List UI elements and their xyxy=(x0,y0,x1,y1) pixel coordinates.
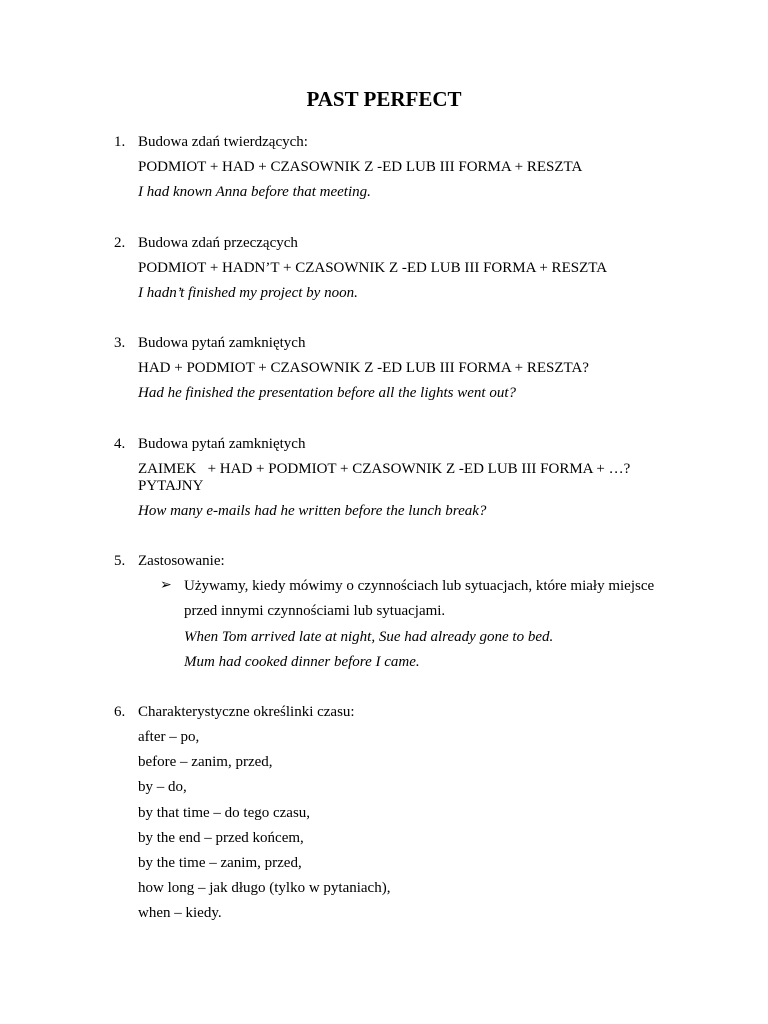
time-expression-item: before – zanim, przed, xyxy=(138,754,273,770)
time-expression-item: after – po, xyxy=(138,729,200,745)
section-heading: Budowa zdań przeczących xyxy=(138,235,298,251)
section-example: Mum had cooked dinner before I came. xyxy=(184,654,420,670)
bullet-text-continuation: przed innymi czynnościami lub sytuacjami. xyxy=(184,603,446,619)
section-formula-continuation: PYTAJNY xyxy=(138,478,204,494)
time-expression-item: by that time – do tego czasu, xyxy=(138,805,311,821)
section-number: 3. xyxy=(114,335,126,351)
section-formula: HAD + PODMIOT + CZASOWNIK Z -ED LUB III FORMA + RESZTA? xyxy=(138,360,589,376)
bullet-text: Używamy, kiedy mówimy o czynnościach lub sytuacjach, które miały miejsce xyxy=(184,578,655,594)
page-title: PAST PERFECT xyxy=(306,87,462,111)
section-example: I hadn’t finished my project by noon. xyxy=(138,285,358,301)
arrow-bullet-icon: ➢ xyxy=(160,578,172,593)
section-example: Had he finished the presentation before all the lights went out? xyxy=(138,385,517,401)
section-number: 1. xyxy=(114,134,126,150)
section-number: 2. xyxy=(114,235,126,251)
section-heading: Charakterystyczne określinki czasu: xyxy=(138,704,355,720)
section-heading: Budowa pytań zamkniętych xyxy=(138,335,306,351)
time-expression-item: when – kiedy. xyxy=(138,905,222,921)
section-example: I had known Anna before that meeting. xyxy=(138,184,371,200)
section-number: 4. xyxy=(114,436,126,452)
section-example: How many e-mails had he written before the lunch break? xyxy=(138,503,487,519)
section-heading: Zastosowanie: xyxy=(138,553,225,569)
section-number: 6. xyxy=(114,704,126,720)
time-expression-item: by – do, xyxy=(138,779,187,795)
section-formula: PODMIOT + HAD + CZASOWNIK Z -ED LUB III FORMA + RESZTA xyxy=(138,159,583,175)
section-formula: PODMIOT + HADN’T + CZASOWNIK Z -ED LUB III FORMA + RESZTA xyxy=(138,260,608,276)
time-expression-item: how long – jak długo (tylko w pytaniach), xyxy=(138,880,391,896)
time-expression-item: by the end – przed końcem, xyxy=(138,830,304,846)
section-formula: ZAIMEK + HAD + PODMIOT + CZASOWNIK Z -ED LUB III FORMA + …? xyxy=(138,461,631,477)
section-heading: Budowa zdań twierdzących: xyxy=(138,134,308,150)
section-example: When Tom arrived late at night, Sue had already gone to bed. xyxy=(184,629,554,645)
section-number: 5. xyxy=(114,553,126,569)
time-expression-item: by the time – zanim, przed, xyxy=(138,855,302,871)
section-heading: Budowa pytań zamkniętych xyxy=(138,436,306,452)
